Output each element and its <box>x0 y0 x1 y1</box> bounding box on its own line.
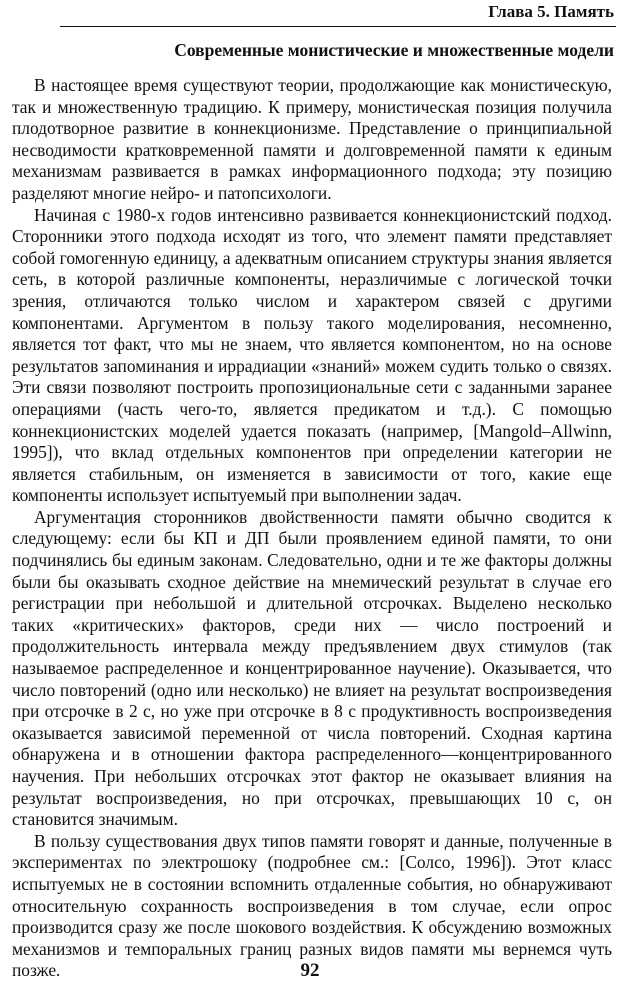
paragraph: В настоящее время существуют теории, продолжающие как монистическую, так и множественную традицию. К примеру, монистическая позиция получила плодотворное развитие в коннекционизме. Представление о принципиальной несводимости кратковременной памяти и долговременной памяти к единым механизмам развивается в рамках информационного подхода; эту позицию разделяют многие нейро- и патопсихологи. <box>12 75 612 203</box>
body-text <box>12 75 612 982</box>
header-rule <box>60 26 616 27</box>
paragraph: В пользу существования двух типов памяти говорят и данные, полученные в экспериментах по электрошоку (подробнее см.: [Солсо, 1996]). Этот класс испытуемых не в состоянии вспомнить отдаленные события, но обнаруживают относительную сохранность воспроизведения в том случае, если опрос производится сразу же после шокового воздействия. К обсуждению возможных механизмов и темпоральных границ разных видов памяти мы вернемся чуть позже. <box>12 830 612 981</box>
section-title: Современные монистические и множественные модели <box>174 40 614 60</box>
paragraph: Аргументация сторонников двойственности памяти обычно сводится к следующему: если бы КП и ДП были проявлением единой памяти, то они подчинялись бы единым законам. Следовательно, одни и те же факторы должны были бы оказывать сходное действие на мнемический результат в случае его регистрации при небольшой и длительной отсрочках. Выделено несколько таких «критических» факторов, среди них — число построений и продолжительность интервала между предъявлением двух стимулов (так называемое распределенное и концентрированное научение). Оказывается, что число повторений (одно или несколько) не влияет на результат воспроизведения при отсрочке в 2 с, но уже при отсрочке в 8 с продуктивность воспроизведения оказывается зависимой переменной от числа повторений. Сходная картина обнаружена и в отношении фактора распределенного—концентрированного научения. При небольших отсрочках этот фактор не оказывает влияния на результат воспроизведения, но при отсрочках, превышающих 10 с, он становится значимым. <box>12 506 612 830</box>
paragraph: Начиная с 1980-х годов интенсивно развивается коннекционистский подход. Сторонники этого подхода исходят из того, что элемент памяти представляет собой гомогенную единицу, а адекватным описанием структуры знания является сеть, в которой различные компоненты, неразличимые с логической точки зрения, отличаются только числом и характером связей с другими компонентами. Аргументом в пользу такого моделирования, несомненно, является тот факт, что мы не знаем, что является компонентом, но на основе результатов запоминания и иррадиации «знаний» можем судить только о связях. Эти связи позволяют построить пропозициональные сети с заданными заранее операциями (часть чего-то, является предикатом и т.д.). С помощью коннекционистских моделей удается показать (например, [Mangold–Allwinn, 1995]), что вклад отдельных компонентов при определении категории не является стабильным, он изменяется в зависимости от того, какие еще компоненты использует испытуемый при выполнении задач. <box>12 204 612 506</box>
page-number: 92 <box>300 960 320 981</box>
running-head: Глава 5. Память <box>488 2 614 21</box>
